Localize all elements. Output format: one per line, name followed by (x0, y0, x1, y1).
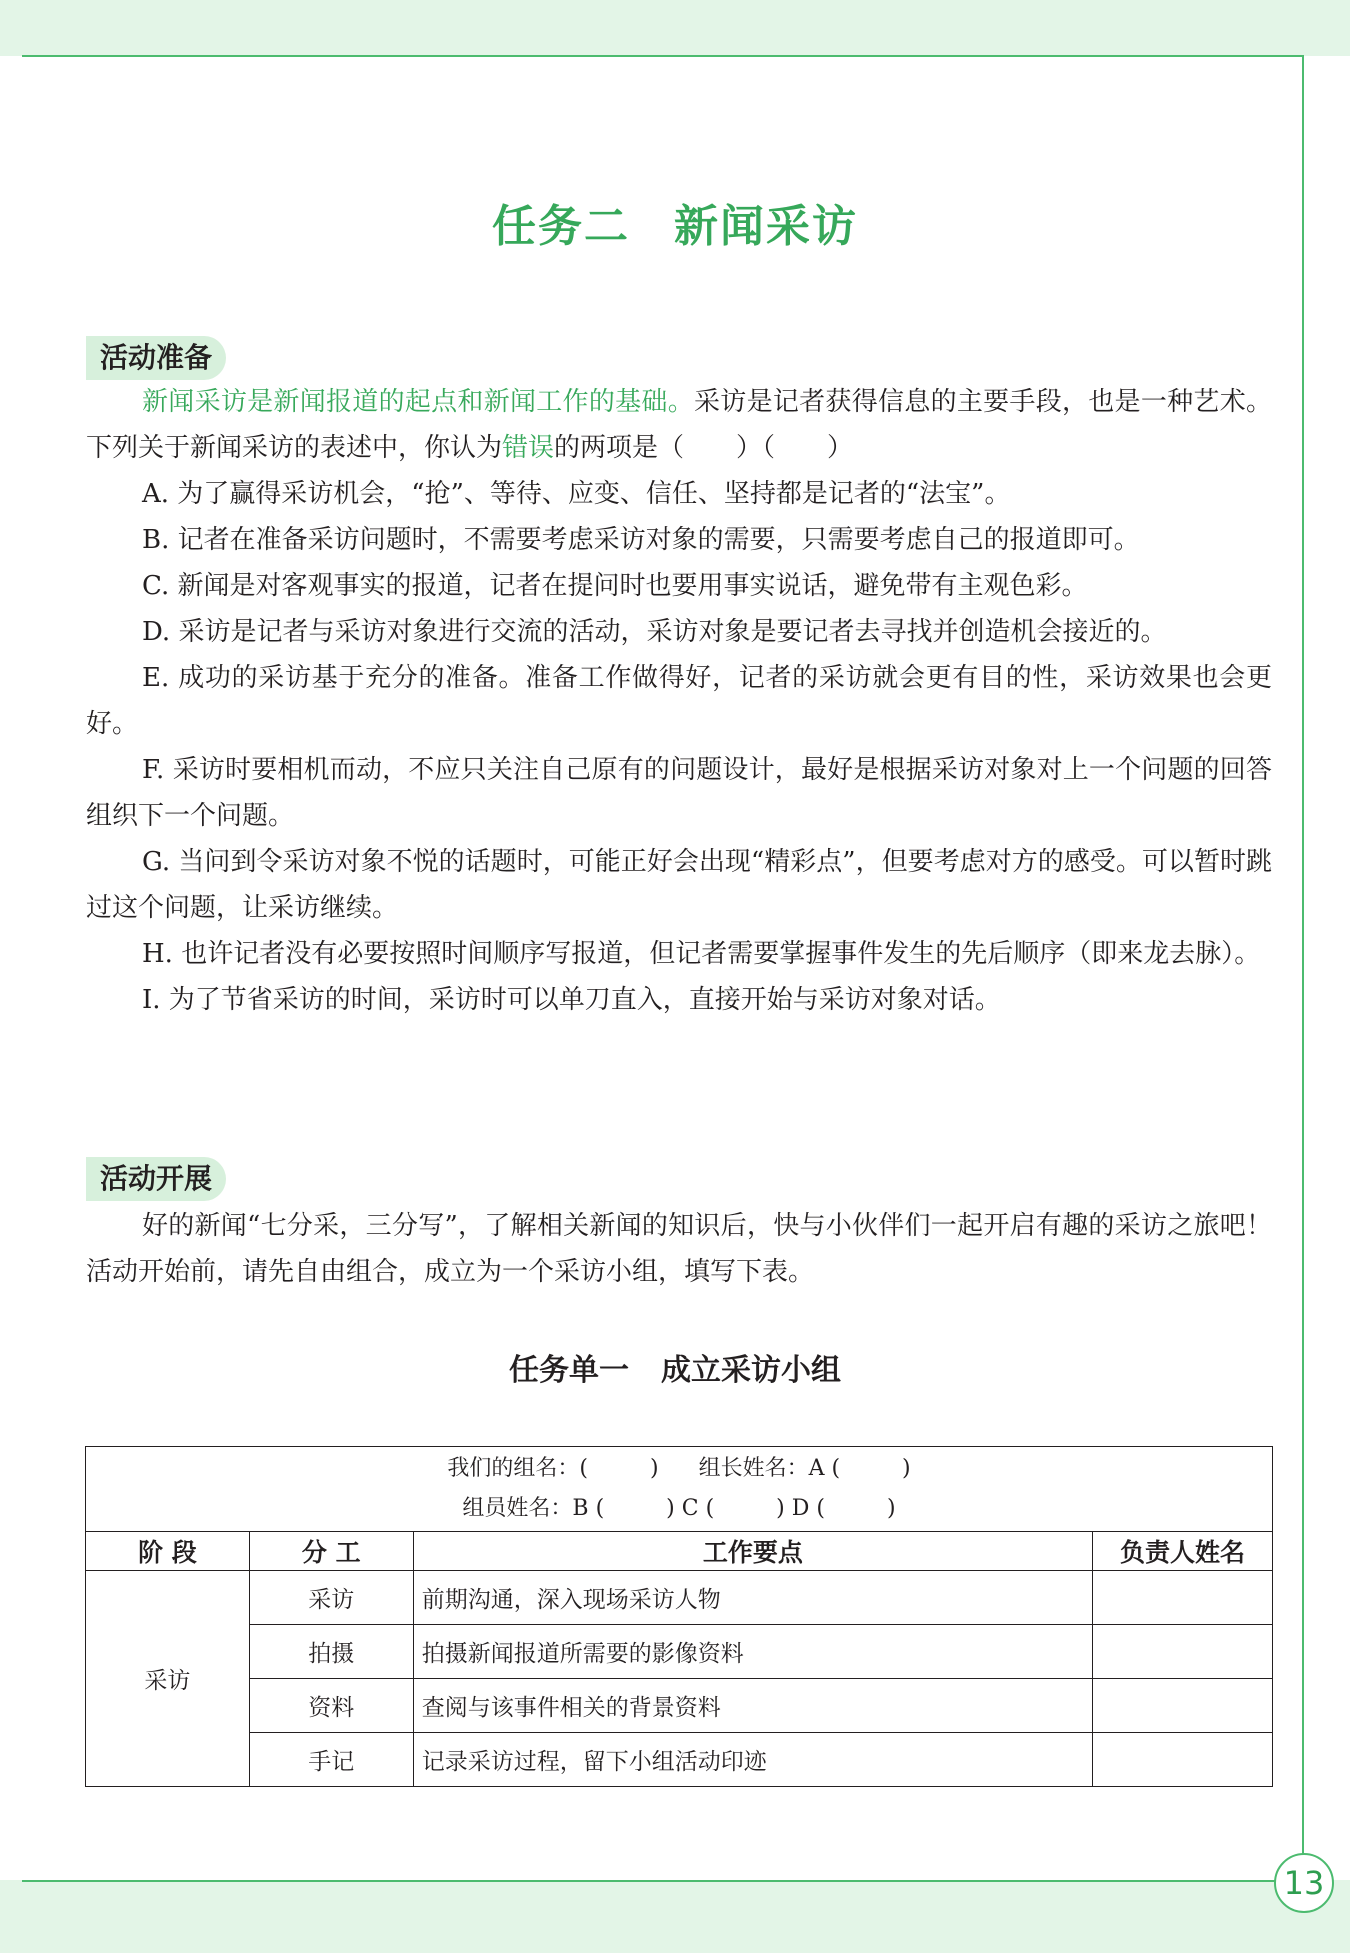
section-label-activity: 活动开展 (86, 1157, 226, 1201)
member-close: ) (886, 1496, 896, 1521)
activity-paragraph: 好的新闻“七分采，三分写”，了解相关新闻的知识后，快与小伙伴们一起开启有趣的采访之旅吧！活动开始前，请先自由组合，成立为一个采访小组，填写下表。 (86, 1211, 1272, 1287)
option-h: H. 也许记者没有必要按照时间顺序写报道，但记者需要掌握事件发生的先后顺序（即来龙去脉）。 (142, 939, 1261, 969)
page-number: 13 (1274, 1853, 1334, 1913)
section-label-preparation: 活动准备 (86, 336, 226, 380)
table-row (86, 1571, 1273, 1625)
bottom-rule (22, 1880, 1277, 1882)
group-name-close: ) (649, 1456, 659, 1481)
group-info-cell (86, 1447, 1273, 1532)
point-cell: 记录采访过程，留下小组活动印迹 (413, 1733, 1092, 1787)
top-rule (22, 55, 1304, 57)
activity-body (86, 1203, 1272, 1295)
table-row (86, 1679, 1273, 1733)
stage-cell: 采访 (86, 1571, 250, 1787)
option-d: D. 采访是记者与采访对象进行交流的活动，采访对象是要记者去寻找并创造机会接近的。 (142, 617, 1167, 647)
header-row (86, 1532, 1273, 1571)
header-point: 工作要点 (413, 1532, 1092, 1571)
intro-highlight-wrong: 错误 (502, 433, 555, 463)
group-info-line-1 (86, 1449, 1272, 1489)
task-cell: 资料 (249, 1679, 413, 1733)
member-c-label: ) C ( (666, 1496, 715, 1521)
point-cell: 前期沟通，深入现场采访人物 (413, 1571, 1092, 1625)
option-b: B. 记者在准备采访问题时，不需要考虑采访对象的需要，只需要考虑自己的报道即可。 (142, 525, 1140, 555)
title-part1: 任务二 (492, 201, 630, 252)
task-cell: 手记 (249, 1733, 413, 1787)
person-cell[interactable] (1093, 1733, 1273, 1787)
option-i: I. 为了节省采访的时间，采访时可以单刀直入，直接开始与采访对象对话。 (142, 985, 1001, 1015)
intro-text: 采访是记者获得信息的主要手段，也是一种艺术。下列关于新闻采访的表述中，你认为 (86, 387, 1272, 463)
task-cell: 采访 (249, 1571, 413, 1625)
person-cell[interactable] (1093, 1571, 1273, 1625)
group-name-label: 我们的组名：( (447, 1456, 588, 1481)
person-cell[interactable] (1093, 1679, 1273, 1733)
member-label: 组员姓名：B ( (462, 1496, 605, 1521)
task-sheet-title (0, 1345, 1350, 1389)
task-sheet-title-part2: 成立采访小组 (661, 1353, 841, 1388)
leader-label: 组长姓名：A ( (698, 1456, 841, 1481)
bottom-band (0, 1880, 1350, 1953)
option-e: E. 成功的采访基于充分的准备。准备工作做得好，记者的采访就会更有目的性，采访效果也会更好。 (86, 663, 1272, 739)
option-g: G. 当问到令采访对象不悦的话题时，可能正好会出现“精彩点”，但要考虑对方的感受。可以暂时跳过这个问题，让采访继续。 (86, 847, 1272, 923)
intro-highlight: 新闻采访是新闻报道的起点和新闻工作的基础。 (142, 387, 694, 417)
member-d-label: ) D ( (776, 1496, 825, 1521)
page-title (0, 190, 1350, 254)
leader-close: ) (902, 1456, 911, 1481)
table-row (86, 1733, 1273, 1787)
header-person: 负责人姓名 (1093, 1532, 1273, 1571)
right-rule (1302, 55, 1304, 1855)
task-cell: 拍摄 (249, 1625, 413, 1679)
header-task: 分 工 (249, 1532, 413, 1571)
task-sheet-table (85, 1446, 1273, 1787)
option-c: C. 新闻是对客观事实的报道，记者在提问时也要用事实说话，避免带有主观色彩。 (142, 571, 1088, 601)
point-cell: 查阅与该事件相关的背景资料 (413, 1679, 1092, 1733)
group-info-line-2 (86, 1489, 1272, 1529)
point-cell: 拍摄新闻报道所需要的影像资料 (413, 1625, 1092, 1679)
title-part2: 新闻采访 (674, 201, 858, 252)
intro-paragraph (86, 379, 1272, 471)
person-cell[interactable] (1093, 1625, 1273, 1679)
option-f: F. 采访时要相机而动，不应只关注自己原有的问题设计，最好是根据采访对象对上一个问题的回答组织下一个问题。 (86, 755, 1272, 831)
option-a: A. 为了赢得采访机会，“抢”、等待、应变、信任、坚持都是记者的“法宝”。 (142, 479, 1011, 509)
table-row (86, 1625, 1273, 1679)
header-stage: 阶 段 (86, 1532, 250, 1571)
top-band (0, 0, 1350, 56)
intro-end: 的两项是（ ）（ ） (554, 433, 854, 463)
task-sheet-title-part1: 任务单一 (509, 1353, 629, 1388)
preparation-body (86, 379, 1272, 1023)
